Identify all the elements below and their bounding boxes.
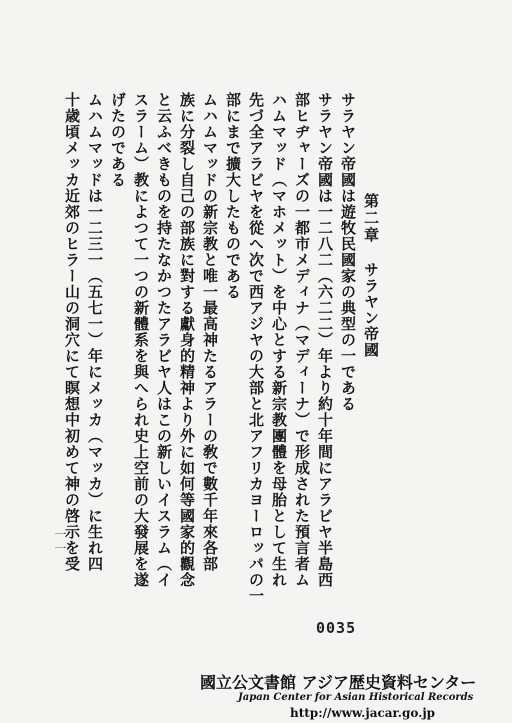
text-column: サラヤン帝國は遊牧民國家の典型の一である	[339, 92, 357, 412]
text-column: ムハムマッドは一二三一（五七一）年にメッカ（マッカ）に生れ四	[86, 92, 104, 572]
text-column: 族に分裂し自己の部族に對する獻身的精神より外に如何等國家的觀念	[178, 92, 196, 588]
text-column: げたのである	[109, 92, 127, 188]
text-column: サラヤン帝國は一二八二（六二二）年より約十年間にアラビヤ半島西	[316, 92, 334, 588]
chapter-number: 第二章	[362, 193, 380, 244]
footer-organization: 國立公文書館 アジア歴史資料センター	[200, 673, 477, 692]
text-column: 部にまで擴大したものである	[224, 92, 242, 300]
text-column: ムハムマッドの新宗教と唯一最高神たるアラーの敎で數千年來各部	[201, 92, 219, 572]
footer-url: http://www.jacar.go.jp	[290, 706, 436, 720]
text-column: 先づ全アラビヤを從へ次で西アジヤの大部と北アフリカヨーロッパの一	[247, 92, 265, 604]
archive-stamp-number: 0035	[316, 619, 357, 637]
text-column: スラーム）教によつて一つの新體系を與へられ史上空前の大發展を遂	[132, 92, 150, 588]
page-number: 一一	[53, 528, 67, 556]
text-column: 部ヒヂャーズの一都市メディナ（マディーナ）で形成された預言者ム	[293, 92, 311, 588]
text-column: 十歳頃メッカ近郊のヒラー山の洞穴にて瞑想中初めて神の啓示を受	[63, 92, 81, 572]
text-column: と云ふべきものを持たなかつたアラビヤ人はこの新しいイスラム（イ	[155, 92, 173, 588]
text-column: ハムマッド（マホメット）を中心とする新宗教團體を母胎として生れ	[270, 92, 288, 588]
chapter-title: サラヤン帝國	[362, 262, 380, 358]
footer-english-name: Japan Center for Asian Historical Records	[238, 692, 474, 703]
